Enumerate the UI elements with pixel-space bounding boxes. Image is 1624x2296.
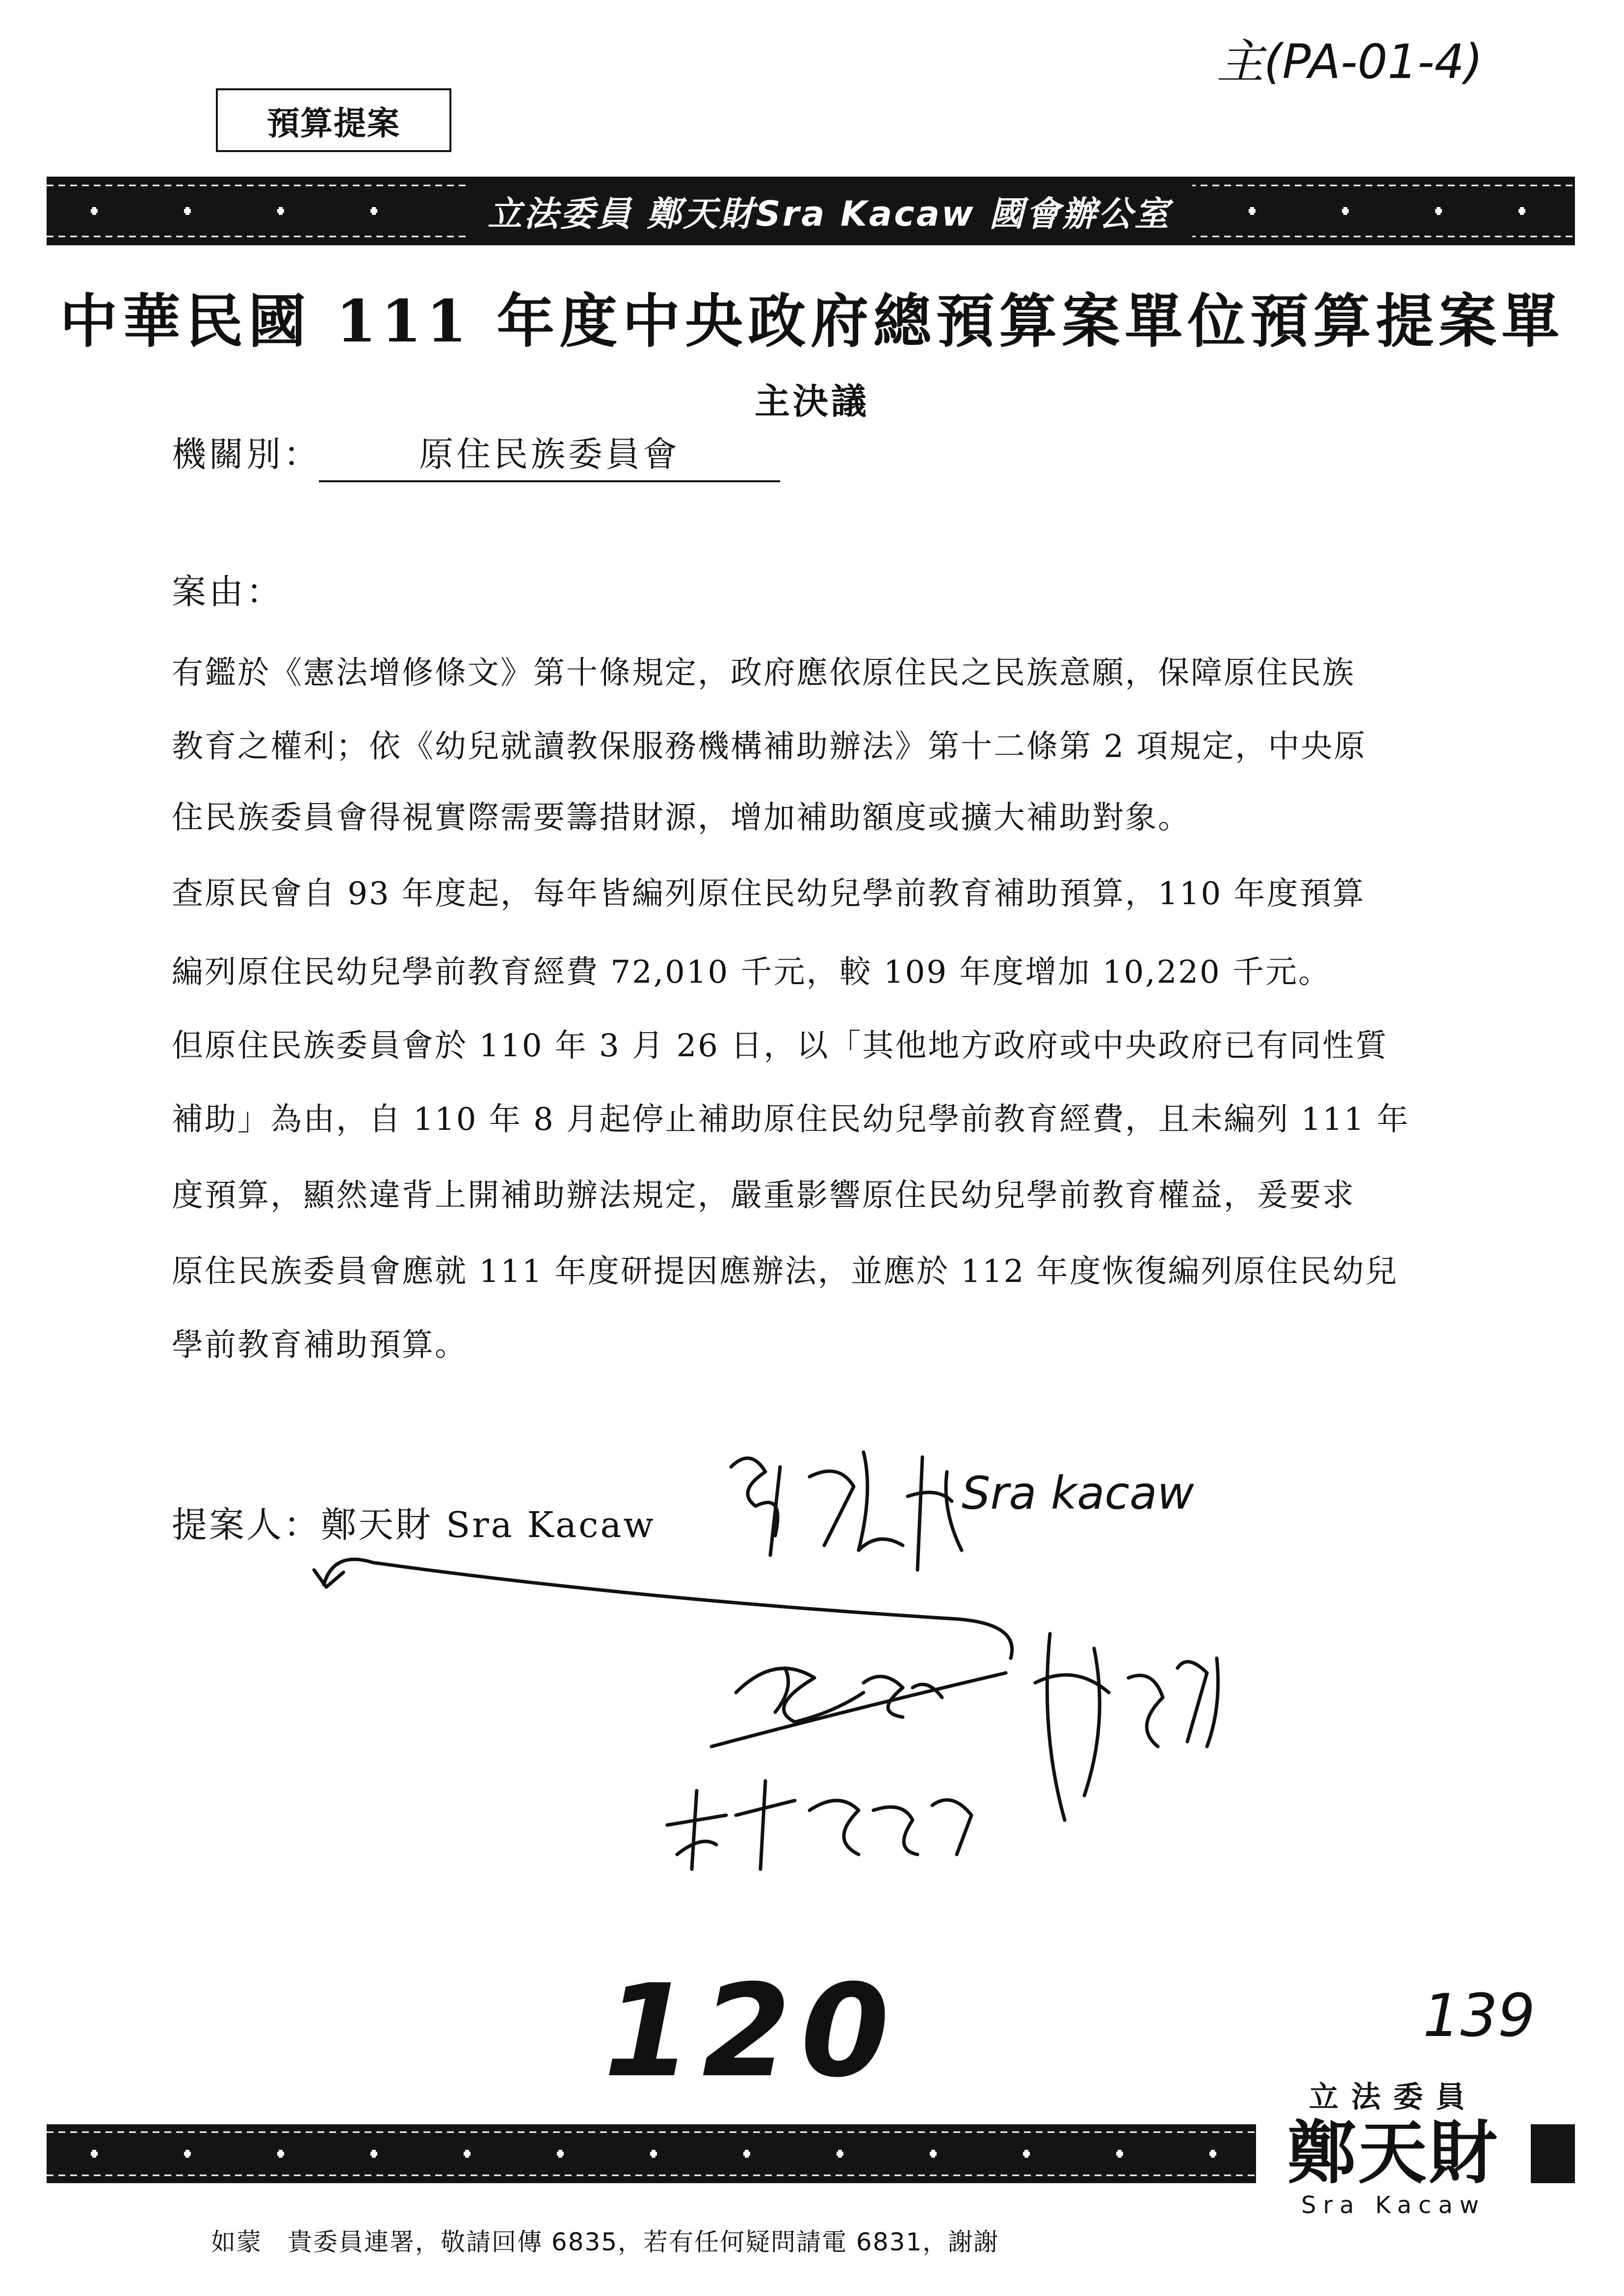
body-line: 但原住民族委員會於 110 年 3 月 26 日，以「其他地方政府或中央政府已有同性質 [172, 1028, 1388, 1064]
arrow-stroke [324, 1559, 1012, 1658]
signature-stroke [711, 1673, 1006, 1747]
body-line: 有鑑於《憲法增修條文》第十條規定，政府應依原住民之民族意願，保障原住民族 [172, 655, 1355, 691]
signature-stroke [667, 1781, 971, 1869]
body-line: 度預算，顯然違背上開補助辦法規定，嚴重影響原住民幼兒學前教育權益，爰要求 [172, 1177, 1355, 1214]
signature-stroke [908, 1457, 962, 1570]
agency-value: 原住民族委員會 [319, 427, 780, 482]
handwritten-number: 120 [603, 1957, 899, 2106]
handwritten-signature-roman: Sra kacaw [962, 1467, 1194, 1519]
proposer-label: 提案人： [172, 1504, 321, 1545]
body-line: 編列原住民幼兒學前教育經費 72,010 千元，較 109 年度增加 10,220 千元。 [172, 954, 1332, 991]
body-line: 住民族委員會得視實際需要籌措財源，增加補助額度或擴大補助對象。 [172, 800, 1191, 836]
signature-stroke [731, 1452, 903, 1555]
body-line: 原住民族委員會應就 111 年度研提因應辦法，並應於 112 年度恢復編列原住民幼兒 [172, 1253, 1398, 1290]
body-line: 教育之權利；依《幼兒就讀教保服務機構補助辦法》第十二條第 2 項規定，中央原 [172, 729, 1367, 765]
proposal-type-box: 預算提案 [216, 88, 451, 152]
body-line: 查原民會自 93 年度起，每年皆編列原住民幼兒學前教育補助預算，110 年度預算 [172, 876, 1365, 912]
signature-stroke [1035, 1634, 1218, 1820]
proposer-name: 鄭天財 Sra Kacaw [321, 1504, 656, 1545]
body-line: 學前教育補助預算。 [172, 1327, 468, 1363]
stamp-roman-name: Sra Kacaw [1301, 2192, 1486, 2219]
reason-label: 案由： [172, 572, 284, 612]
handwritten-page-number: 139 [1423, 1982, 1536, 2050]
legislator-stamp [1256, 2078, 1531, 2225]
stamp-title: 立法委員 [1309, 2080, 1478, 2114]
band-pattern [47, 2124, 1263, 2183]
office-banner: 立法委員 鄭天財Sra Kacaw 國會辦公室 [466, 183, 1192, 239]
stamp-name: 鄭天財 [1287, 2113, 1499, 2193]
band-end-block [1531, 2124, 1575, 2183]
footer-note: 如蒙 貴委員連署，敬請回傳 6835，若有任何疑問請電 6831，謝謝 [211, 2228, 999, 2256]
page-title: 中華民國 111 年度中央政府總預算案單位預算提案單 [59, 287, 1565, 355]
handwritten-ref-code: 主(PA-01-4) [1217, 34, 1483, 89]
agency-label: 機關別： [172, 434, 321, 474]
bottom-decorative-band [47, 2124, 1263, 2183]
body-line: 補助」為由，自 110 年 8 月起停止補助原住民幼兒學前教育經費，且未編列 111 年 [172, 1101, 1410, 1138]
resolution-type: 主決議 [754, 380, 869, 422]
